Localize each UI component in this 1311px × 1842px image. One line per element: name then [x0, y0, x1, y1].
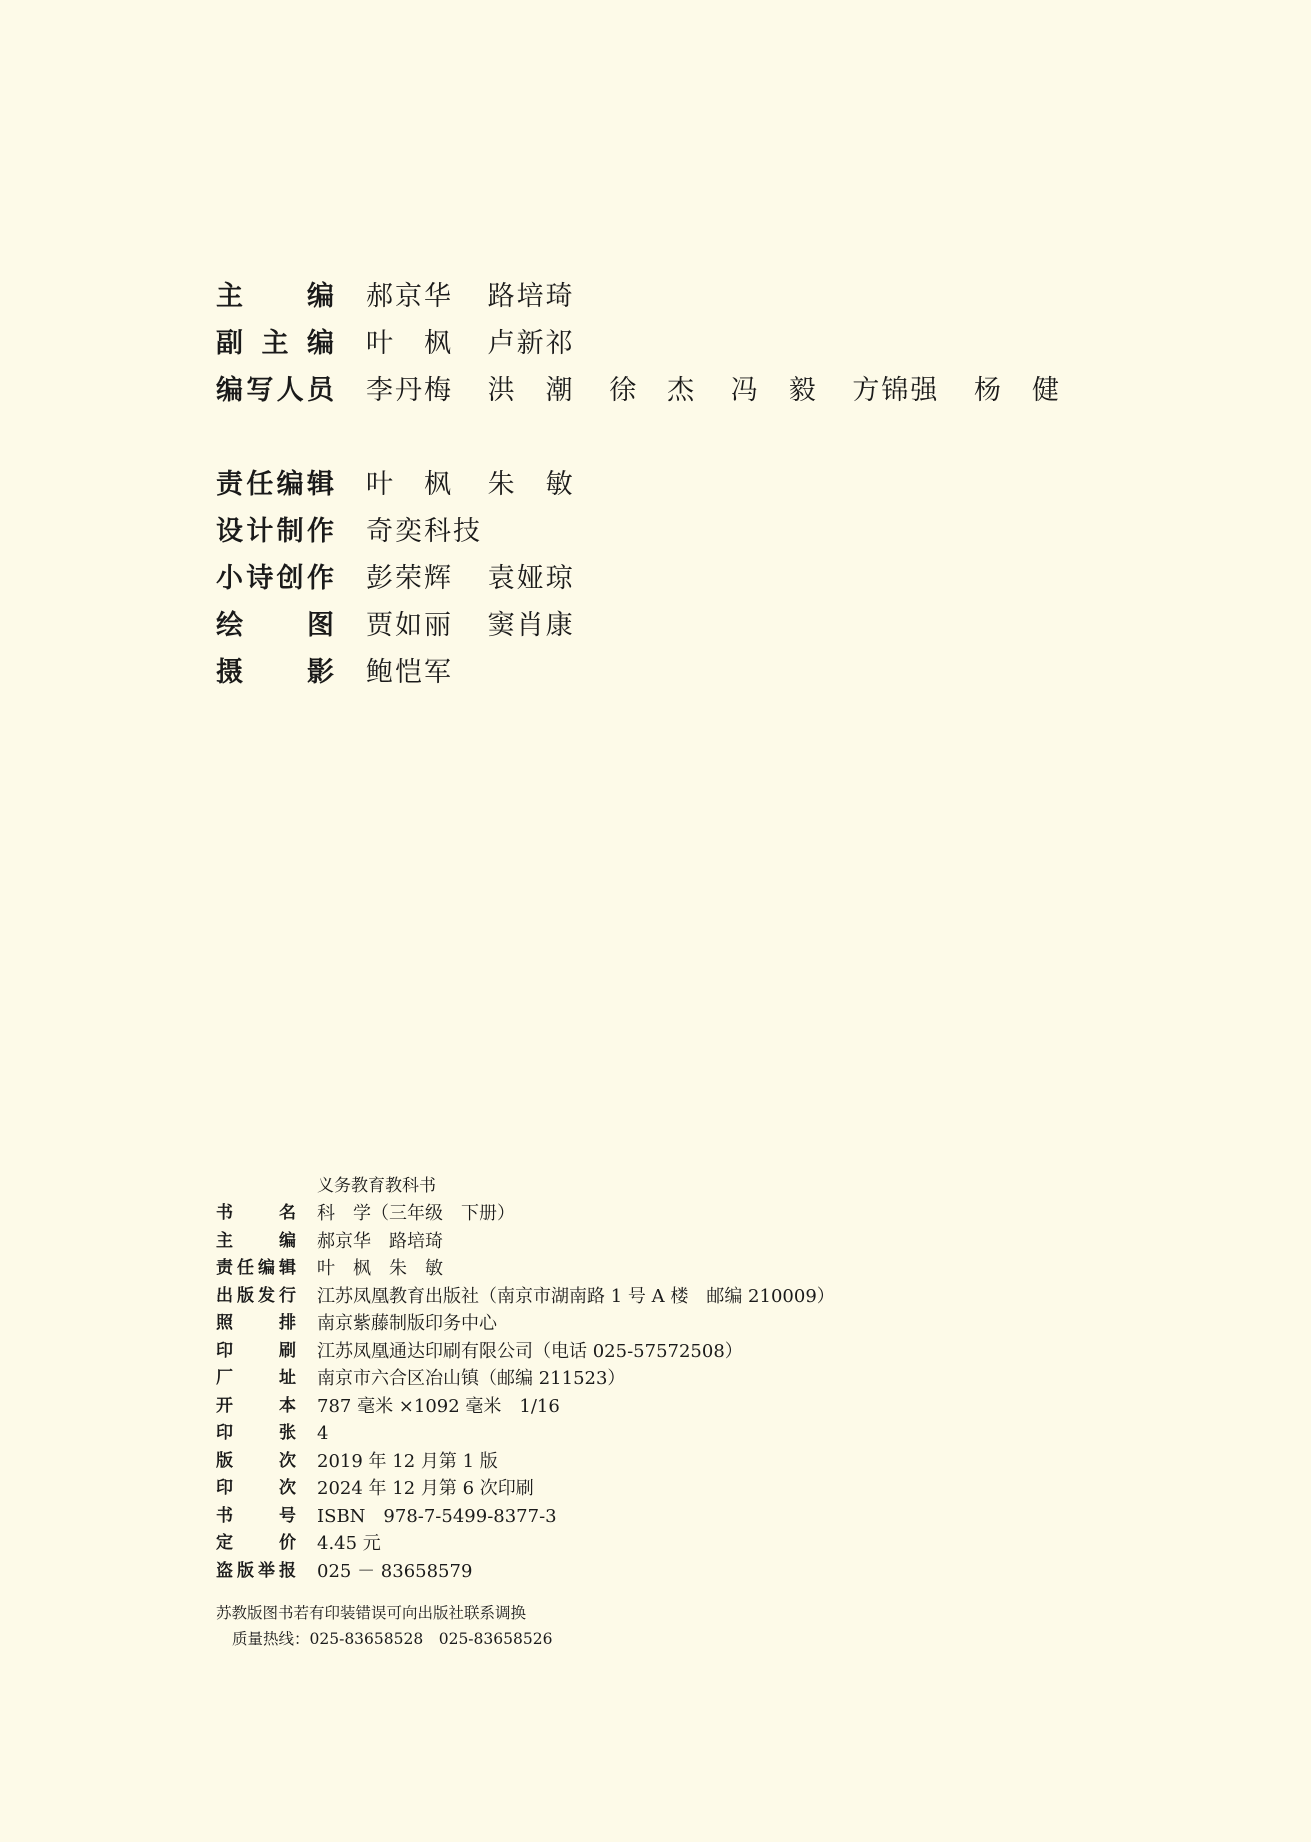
credit-name: 郝京华: [366, 281, 453, 312]
notice-line: 苏教版图书若有印装错误可向出版社联系调换: [216, 1604, 527, 1622]
imprint-value: 郝京华 路培琦: [317, 1230, 443, 1252]
credit-names: [366, 321, 599, 360]
imprint-row: [216, 1420, 835, 1448]
credit-names: [366, 509, 506, 548]
imprint-row: [216, 1283, 835, 1311]
imprint-label: 印刷: [216, 1340, 296, 1361]
credit-name: 洪 潮: [487, 375, 575, 406]
credit-names: [366, 462, 599, 501]
credit-name: 路培琦: [487, 281, 575, 312]
credit-row-deputy-editor: [216, 317, 1085, 364]
imprint-value: ISBN 978-7-5499-8377-3: [317, 1505, 557, 1527]
imprint-value: 江苏凤凰教育出版社（南京市湖南路 1 号 A 楼 邮编 210009）: [317, 1285, 835, 1307]
credit-name: 奇奕科技: [366, 516, 482, 547]
credit-label: 绘图: [216, 610, 334, 641]
credit-row-chief-editor: [216, 270, 1085, 317]
credit-row-illustration: [216, 599, 1085, 646]
credit-name: 冯 毅: [730, 375, 818, 406]
credit-names: [366, 368, 1085, 407]
credit-name: 窦肖康: [487, 610, 575, 641]
imprint-value: 025 － 83658579: [317, 1560, 473, 1582]
imprint-value: 4: [317, 1423, 329, 1444]
imprint-label: 责任编辑: [216, 1258, 296, 1278]
credit-names: [366, 556, 599, 595]
credit-name: 鲍恺军: [366, 657, 453, 688]
imprint-value: 科 学（三年级 下册）: [317, 1203, 515, 1224]
credit-name: 叶 枫: [366, 328, 453, 359]
credit-label: 责任编辑: [216, 469, 334, 500]
credit-name: 卢新祁: [487, 328, 575, 359]
imprint-label: 版次: [216, 1450, 296, 1471]
credit-name: 杨 健: [973, 375, 1061, 406]
imprint-label: 印张: [216, 1423, 296, 1443]
credit-name: 叶 枫: [366, 469, 453, 500]
imprint-row: [216, 1310, 835, 1338]
credit-name: 方锦强: [852, 375, 940, 406]
credit-row-photography: [216, 646, 1085, 693]
imprint-label: 主编: [216, 1230, 296, 1251]
credit-label: 摄影: [216, 657, 334, 688]
imprint-value: 2019 年 12 月第 1 版: [317, 1450, 498, 1472]
imprint-label: 厂址: [216, 1368, 296, 1388]
imprint-label: 出版发行: [216, 1285, 296, 1306]
credit-row-writers: [216, 364, 1085, 411]
imprint-value: 4.45 元: [317, 1533, 381, 1554]
imprint-row: [216, 1530, 835, 1558]
credit-name: 彭荣辉: [366, 563, 453, 594]
imprint-series: 义务教育教科书: [317, 1176, 436, 1196]
imprint-label: 印次: [216, 1478, 296, 1498]
imprint-value: 叶 枫 朱 敏: [317, 1258, 443, 1279]
imprint-label: 照排: [216, 1313, 296, 1333]
imprint-value: 2024 年 12 月第 6 次印刷: [317, 1478, 534, 1499]
imprint-row: [216, 1338, 835, 1366]
imprint-row: [216, 1475, 835, 1503]
imprint-row: [216, 1255, 835, 1283]
credit-label: 主编: [216, 281, 334, 312]
credit-label: 编写人员: [216, 375, 334, 406]
credit-name: 朱 敏: [487, 469, 575, 500]
quality-notice: [216, 1600, 552, 1652]
credits-block: [216, 270, 1085, 693]
credit-row-design: [216, 505, 1085, 552]
imprint-value: 787 毫米 ×1092 毫米 1/16: [317, 1395, 560, 1417]
imprint-row: [216, 1448, 835, 1476]
credit-row-poems: [216, 552, 1085, 599]
imprint-value: 江苏凤凰通达印刷有限公司（电话 025-57572508）: [317, 1340, 743, 1362]
credit-name: 袁娅琼: [487, 563, 575, 594]
credit-names: [366, 603, 599, 642]
credit-name: 李丹梅: [366, 375, 453, 406]
imprint-value: 南京紫藤制版印务中心: [317, 1313, 497, 1334]
imprint-label: 书号: [216, 1505, 296, 1526]
imprint-block: [216, 1172, 835, 1585]
imprint-row: [216, 1393, 835, 1421]
imprint-label: 盗版举报: [216, 1560, 296, 1581]
imprint-label: 定价: [216, 1533, 296, 1553]
credit-label: 副主编: [216, 328, 334, 359]
imprint-row: [216, 1365, 835, 1393]
imprint-row: [216, 1558, 835, 1586]
imprint-label: 开本: [216, 1395, 296, 1416]
credit-names: [366, 650, 477, 689]
credit-label: 设计制作: [216, 516, 334, 547]
credit-name: 贾如丽: [366, 610, 453, 641]
credit-name: 徐 杰: [609, 375, 697, 406]
credit-label: 小诗创作: [216, 563, 334, 594]
imprint-label: 书名: [216, 1203, 296, 1223]
credit-row-responsible-editor: [216, 458, 1085, 505]
credit-names: [366, 274, 599, 313]
imprint-row: [216, 1503, 835, 1531]
imprint-row: [216, 1200, 835, 1228]
notice-hotline: 质量热线：025-83658528 025-83658526: [232, 1630, 553, 1648]
imprint-row: [216, 1228, 835, 1256]
imprint-value: 南京市六合区冶山镇（邮编 211523）: [317, 1368, 626, 1389]
